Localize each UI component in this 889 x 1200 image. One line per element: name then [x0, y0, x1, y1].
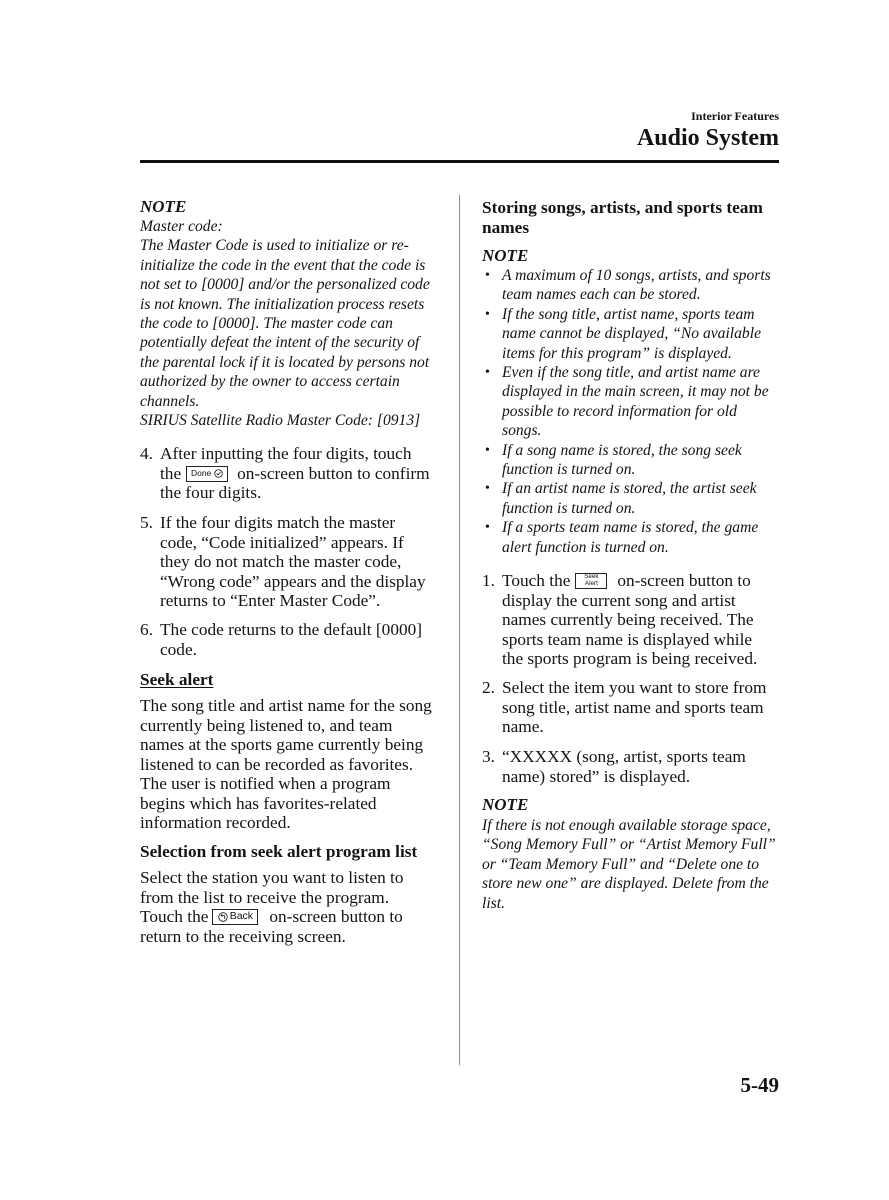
done-button-label: Done [190, 467, 212, 478]
back-arrow-icon [218, 912, 228, 922]
text-line: items for this program” is displayed. [502, 344, 732, 362]
page-number: 5-49 [740, 1073, 779, 1097]
text-line: “Wrong code” appears and the display [160, 571, 426, 591]
seek-alert-button [575, 573, 607, 589]
text-line: • A maximum of 10 songs, artists, and sports [502, 267, 771, 284]
step-text [160, 620, 422, 659]
note-line: or “Team Memory Full” and “Delete one to [482, 855, 760, 873]
step-text [502, 678, 766, 737]
bullet-item [482, 441, 771, 480]
text-line: Select the item you want to store from [502, 678, 767, 698]
text-line: function is turned on. [502, 499, 636, 517]
note-label: NOTE [482, 246, 529, 265]
done-button [186, 466, 228, 482]
text-line: function is turned on. [502, 461, 636, 479]
text-line: possible to record information for old [502, 402, 737, 420]
text-line: currently being listened to, and team [140, 715, 393, 735]
heading-line: Storing songs, artists, and sports team [482, 198, 763, 218]
step-text [502, 747, 746, 786]
seek-alert-button-label-bottom: Alert [584, 580, 598, 587]
note-line: not set to [0000] and/or the personalized code [140, 276, 430, 294]
text-line: from the list to receive the program. [140, 887, 390, 907]
seek-alert-paragraph [140, 696, 432, 833]
note-line: Master code: [140, 218, 223, 235]
note-line: SIRIUS Satellite Radio Master Code: [0913] [140, 412, 421, 430]
text-line: the four digits. [160, 483, 262, 503]
seek-alert-button-label-top: Seek [584, 573, 599, 581]
text-line: The code returns to the default [0000] [160, 620, 423, 640]
note-line: “Song Memory Full” or “Artist Memory Full” [482, 836, 776, 854]
text-line: name. [502, 717, 544, 737]
text-line: The user is notified when a program [140, 774, 391, 794]
text-fragment: Touch the [502, 571, 571, 591]
text-line: Select the station you want to listen to [140, 868, 404, 888]
note-line: authorized by the owner to access certain [140, 373, 400, 391]
storing-heading [482, 198, 763, 237]
step-2 [482, 678, 766, 737]
text-line-with-button [502, 571, 757, 591]
text-line: code, “Code initialized” appears. If [160, 532, 404, 552]
text-line: information recorded. [140, 813, 291, 833]
note-line: the parental lock if it is located by persons not [140, 353, 430, 371]
step-6 [140, 620, 422, 659]
back-button-label: Back [229, 910, 254, 923]
text-line: alert function is turned on. [502, 538, 669, 556]
text-line: return to the receiving screen. [140, 926, 346, 946]
text-line: display the current song and artist [502, 590, 736, 610]
page-title: Audio System [636, 125, 779, 151]
note-label: NOTE [482, 795, 529, 814]
header-rule [140, 160, 779, 163]
section-label: Interior Features [691, 109, 779, 123]
back-button [212, 909, 258, 925]
text-line: displayed in the main screen, it may not be [502, 383, 769, 401]
step-number: 6. [140, 620, 153, 640]
note-label: NOTE [140, 197, 187, 216]
text-line: “XXXXX (song, artist, sports team [502, 747, 746, 767]
heading-line: names [482, 217, 530, 237]
storage-note [482, 795, 776, 913]
note-line: initialize the code in the event that the code is [140, 256, 426, 274]
step-3 [482, 747, 746, 786]
bullet-item [482, 479, 771, 518]
text-line: returns to “Enter Master Code”. [160, 591, 381, 611]
text-fragment: the [160, 463, 182, 483]
text-fragment: Touch the [140, 907, 209, 927]
note-text [482, 816, 776, 913]
note-text [140, 217, 430, 430]
step-4 [140, 444, 430, 503]
seek-alert-heading: Seek alert [140, 670, 214, 690]
text-line: the sports program is being received. [502, 649, 758, 669]
text-line: song title, artist name and sports team [502, 697, 764, 717]
text-line: • If the song title, artist name, sports team [502, 305, 755, 323]
note-line: channels. [140, 392, 200, 410]
text-line: begins which has favorites-related [140, 793, 377, 813]
step-number: 1. [482, 571, 495, 591]
text-line: • If an artist name is stored, the artist seek [502, 480, 757, 498]
selection-paragraph [140, 868, 404, 946]
text-line: sports team name is displayed while [502, 629, 753, 649]
step-text [502, 591, 757, 669]
bullet-item [482, 363, 771, 441]
note-line: The Master Code is used to initialize or re- [140, 237, 409, 255]
text-line: • If a sports team name is stored, the game [502, 519, 759, 537]
bullet-item [482, 305, 771, 363]
note-line: list. [482, 894, 505, 912]
column-divider [459, 195, 460, 1065]
paragraph-lines [140, 868, 404, 907]
note-line: potentially defeat the intent of the security of [140, 334, 420, 352]
text-line: • Even if the song title, and artist name are [502, 364, 760, 382]
note-line: store new one” are displayed. Delete from the [482, 875, 769, 893]
step-number: 4. [140, 444, 153, 464]
text-line: team names each can be stored. [502, 286, 701, 304]
check-circle-icon [214, 469, 223, 478]
step-5 [140, 513, 426, 611]
master-code-note [140, 197, 430, 430]
text-fragment: on-screen button to confirm [237, 463, 430, 483]
note-line: If there is not enough available storage space, [482, 817, 771, 834]
text-line-with-button [160, 464, 430, 484]
text-line: code. [160, 639, 197, 659]
bullet-item [482, 518, 771, 557]
text-line: they do not match the master code, [160, 552, 402, 572]
note-line: is not known. The initialization process resets [140, 295, 425, 313]
bullet-item [482, 266, 771, 305]
selection-heading: Selection from seek alert program list [140, 842, 418, 862]
step-number: 3. [482, 747, 495, 767]
text-line: • If a song name is stored, the song seek [502, 441, 742, 459]
text-line: name) stored” is displayed. [502, 766, 691, 786]
text-fragment: on-screen button to [269, 907, 403, 927]
step-1 [482, 571, 757, 669]
step-number: 2. [482, 678, 495, 698]
text-line: names currently being received. The [502, 610, 754, 630]
storing-note [482, 246, 771, 557]
text-line: The song title and artist name for the song [140, 696, 432, 716]
step-number: 5. [140, 513, 153, 533]
text-line: name cannot be displayed, “No available [502, 325, 761, 343]
text-line: listened to can be recorded as favorites. [140, 754, 414, 774]
text-line: songs. [502, 422, 542, 440]
text-line: After inputting the four digits, touch [160, 444, 412, 464]
text-line-with-button [140, 907, 404, 927]
step-text [160, 513, 426, 611]
text-line: names at the sports game currently being [140, 735, 424, 755]
text-line: If the four digits match the master [160, 513, 396, 533]
note-line: the code to [0000]. The master code can [140, 315, 393, 333]
note-bullet-list [482, 266, 771, 557]
text-fragment: on-screen button to [617, 571, 751, 591]
